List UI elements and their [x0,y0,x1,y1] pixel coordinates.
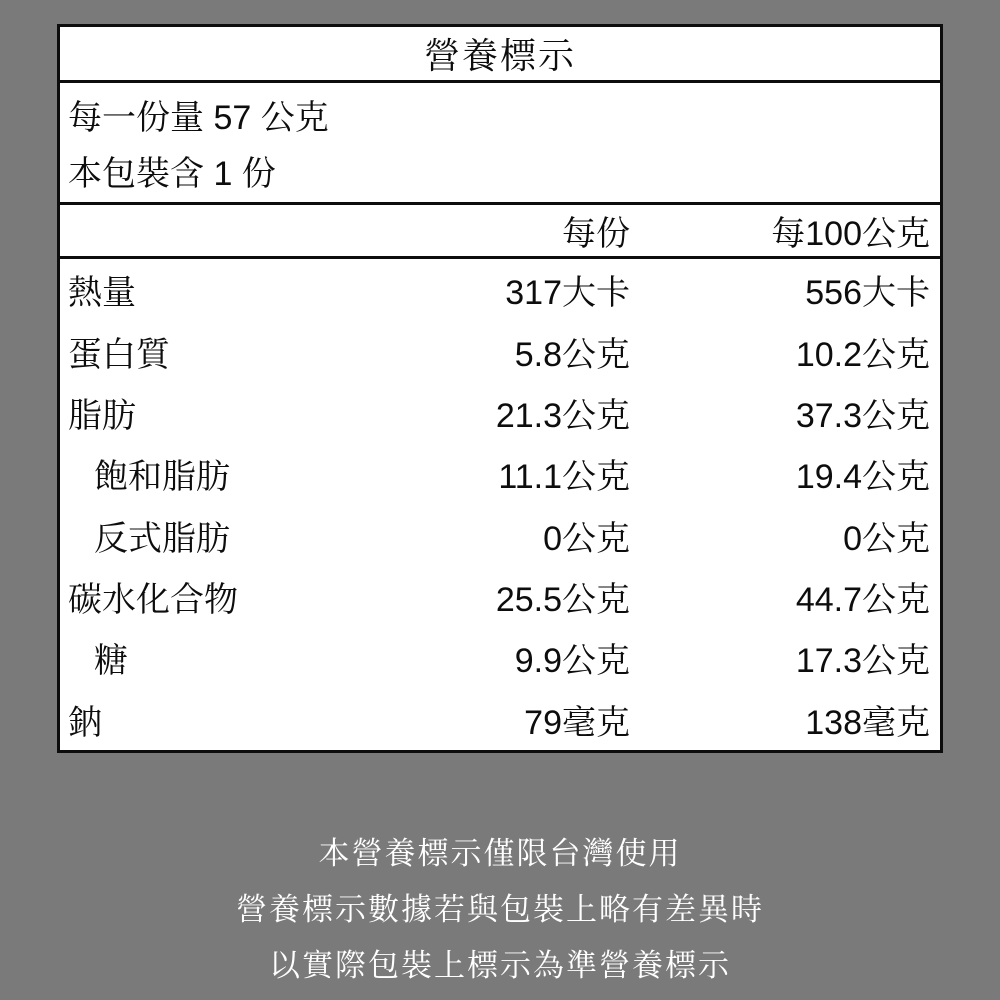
nutrient-row [60,259,930,320]
nutrient-row [60,382,930,443]
servings-per-package-text: 本包裝含 1 份 [68,155,276,193]
nutrient-name: 飽和脂肪 [94,458,230,497]
nutrient-name: 蛋白質 [68,335,170,374]
value-per-100g: 19.4公克 [795,458,930,497]
nutrient-row [60,566,930,627]
column-header-per-100g: 每100公克 [771,215,930,253]
footer-note-discrepancy: 營養標示數據若與包裝上略有差異時 [236,892,764,927]
serving-info-section [60,83,940,205]
value-per-serving: 5.8公克 [514,335,630,374]
table-title: 營養標示 [60,27,940,83]
nutrient-rows [60,259,940,750]
value-per-serving: 9.9公克 [514,642,630,681]
footer-note-taiwan-only: 本營養標示僅限台灣使用 [318,836,682,871]
nutrient-name: 脂肪 [68,396,136,435]
footer-note-actual-package: 以實際包裝上標示為準營養標示 [269,948,731,983]
value-per-100g: 138毫克 [805,703,930,742]
value-per-serving: 317大卡 [505,274,630,313]
value-per-100g: 556大卡 [805,274,930,313]
value-per-100g: 10.2公克 [795,335,930,374]
value-per-serving: 0公克 [543,519,630,558]
nutrient-row [60,443,930,504]
nutrient-name: 熱量 [68,274,136,313]
value-per-100g: 17.3公克 [795,642,930,681]
value-per-serving: 79毫克 [524,703,630,742]
value-per-100g: 37.3公克 [795,396,930,435]
nutrient-name: 碳水化合物 [68,581,238,620]
column-header-per-serving: 每份 [562,215,630,253]
serving-size-text: 每一份量 57 公克 [68,99,329,137]
nutrient-row [60,320,930,381]
value-per-100g: 44.7公克 [795,581,930,620]
nutrient-name: 糖 [94,642,128,681]
nutrient-name: 反式脂肪 [94,519,230,558]
value-per-serving: 25.5公克 [495,581,630,620]
value-per-100g: 0公克 [843,519,930,558]
footer-notes [0,826,1000,994]
column-header-row [60,205,940,259]
nutrient-row [60,627,930,688]
nutrient-name: 鈉 [68,703,102,742]
nutrient-row [60,689,930,750]
value-per-serving: 11.1公克 [498,458,630,497]
nutrient-row [60,505,930,566]
value-per-serving: 21.3公克 [495,396,630,435]
nutrition-facts-table [57,24,943,753]
